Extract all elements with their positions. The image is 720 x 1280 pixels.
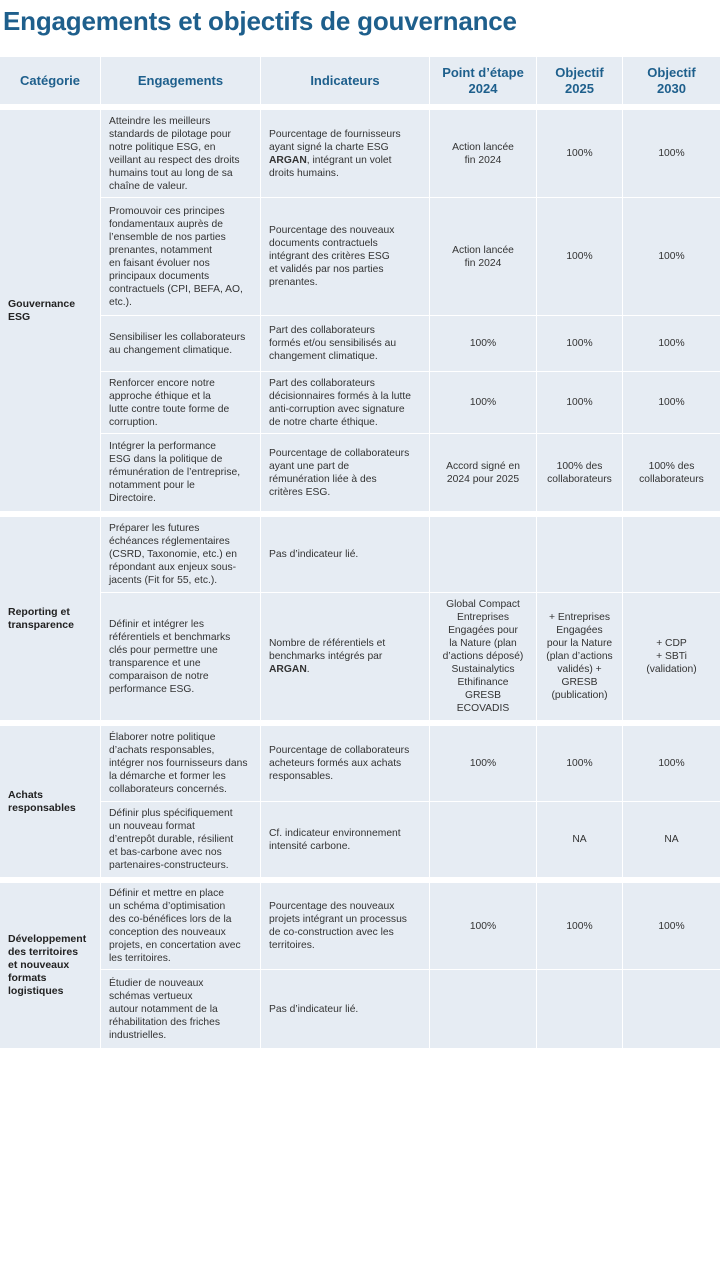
governance-table [0, 57, 720, 1048]
indicator-text [269, 637, 385, 676]
header-objectif-2025: Objectif 2025 [537, 57, 623, 104]
indicator-text [269, 900, 407, 952]
objectif-2025-cell: 100% [537, 198, 623, 315]
point-etape-2024-cell: 100% [430, 883, 537, 969]
header-engagements: Engagements [101, 57, 261, 104]
engagement-cell: Promouvoir ces principes fondamentaux auprès de l’ensemble de nos parties prenantes, notamment en faisant évoluer nos principaux documents contractuels (CPI, BEFA, AO, etc.). [101, 198, 261, 315]
engagement-cell: Intégrer la performance ESG dans la politique de rémunération de l’entreprise, notamment pour le Directoire. [101, 434, 261, 511]
point-etape-2024-cell: Action lancée fin 2024 [430, 110, 537, 197]
point-etape-2024-cell: 100% [430, 316, 537, 371]
objectif-2025-cell: NA [537, 802, 623, 877]
table-row [101, 110, 720, 198]
table-row [101, 316, 720, 372]
engagement-cell: Élaborer notre politique d’achats responsables, intégrer nos fournisseurs dans la démarche et former les collaborateurs concernés. [101, 726, 261, 801]
objectif-2030-cell [623, 970, 720, 1048]
category-cell: Gouvernance ESG [0, 110, 101, 511]
table-row [101, 883, 720, 970]
objectif-2030-cell: 100% [658, 338, 685, 349]
indicator-text [269, 447, 409, 499]
header-indicateurs: Indicateurs [261, 57, 430, 104]
indicator-text [269, 224, 394, 289]
indicator-bold-part: ARGAN [269, 154, 307, 166]
header-point-etape-2024: Point d’étape 2024 [430, 57, 537, 104]
category-rows [101, 726, 720, 877]
table-row [101, 970, 720, 1048]
indicator-cell [261, 316, 430, 371]
indicator-cell [261, 593, 430, 720]
category-cell: Développement des territoires et nouveaux formats logistiques [0, 883, 101, 1048]
table-body [0, 104, 720, 1048]
point-etape-2024-cell: Action lancée fin 2024 [430, 198, 537, 315]
indicator-cell [261, 110, 430, 197]
indicator-cell [261, 883, 430, 969]
objectif-2030-cell: NA [664, 834, 679, 845]
indicator-bold-part: ARGAN [269, 664, 307, 675]
table-row [101, 372, 720, 434]
point-etape-2024-cell: Accord signé en 2024 pour 2025 [430, 434, 537, 511]
indicator-text [269, 744, 409, 783]
indicator-cell [261, 970, 430, 1048]
table-row [101, 198, 720, 316]
indicator-cell [261, 517, 430, 592]
engagement-cell: Atteindre les meilleurs standards de pilotage pour notre politique ESG, en veillant au respect des droits humains tout au long de sa chaîne de valeur. [101, 110, 261, 197]
objectif-2025-cell: 100% [537, 883, 623, 969]
engagement-cell: Renforcer encore notre approche éthique et la lutte contre toute forme de corruption. [101, 372, 261, 433]
indicator-cell [261, 726, 430, 801]
indicator-text-part: Part des collaborateurs décisionnaires formés à la lutte anti-corruption avec signature de notre charte éthique. [269, 377, 411, 428]
objectif-2025-cell [537, 517, 623, 592]
category-group [0, 726, 720, 877]
indicator-text-part: Pas d’indicateur lié. [269, 549, 359, 560]
indicator-text [269, 827, 401, 853]
table-row [101, 802, 720, 877]
table-row [101, 517, 720, 593]
engagement-cell: Étudier de nouveaux schémas vertueux autour notamment de la réhabilitation des friches industrielles. [101, 970, 261, 1048]
indicator-cell [261, 198, 430, 315]
indicator-text [269, 1003, 358, 1016]
category-group [0, 110, 720, 511]
objectif-2025-cell: 100% [537, 372, 623, 433]
objectif-2030-cell: 100% des collaborateurs [639, 460, 704, 485]
point-etape-2024-cell: 100% [430, 372, 537, 433]
indicator-text-part: Pas d’indicateur lié. [269, 1003, 359, 1015]
indicator-text-part: Cf. indicateur environnement intensité carbone. [269, 827, 401, 852]
header-objectif-2030: Objectif 2030 [647, 64, 696, 96]
indicator-cell [261, 434, 430, 511]
engagement-cell: Préparer les futures échéances réglementaires (CSRD, Taxonomie, etc.) en répondant aux enjeux sous- jacents (Fit for 55, etc.). [101, 517, 261, 592]
category-rows [101, 110, 720, 511]
point-etape-2024-cell [430, 802, 537, 877]
category-cell: Achats responsables [0, 726, 101, 877]
category-rows [101, 883, 720, 1048]
indicator-text-part: Pourcentage de collaborateurs acheteurs formés aux achats responsables. [269, 745, 410, 782]
objectif-2030-cell: + CDP + SBTi (validation) [646, 638, 697, 675]
category-group [0, 883, 720, 1048]
objectif-2030-cell: 100% [658, 920, 685, 932]
objectif-2030-cell: 100% [658, 251, 685, 262]
page-title: Engagements et objectifs de gouvernance [3, 6, 517, 36]
category-rows [101, 517, 720, 720]
indicator-cell [261, 372, 430, 433]
point-etape-2024-cell [430, 970, 537, 1048]
indicator-text [269, 324, 396, 363]
engagement-cell: Définir et intégrer les référentiels et benchmarks clés pour permettre une transparence et une comparaison de notre performance ESG. [101, 593, 261, 720]
point-etape-2024-cell: Global Compact Entreprises Engagées pour la Nature (plan d’actions déposé) Sustainalytics Ethifinance GRESB ECOVADIS [430, 593, 537, 720]
indicator-text-part: Pourcentage des nouveaux projets intégrant un processus de co-construction avec les territoires. [269, 901, 407, 951]
indicator-text [269, 128, 401, 180]
table-row [101, 434, 720, 511]
objectif-2025-cell: 100% [537, 316, 623, 371]
indicator-text [269, 548, 358, 561]
indicator-text-part: Pourcentage des nouveaux documents contractuels intégrant des critères ESG et validés par nos parties prenantes. [269, 225, 395, 288]
objectif-2030-cell [623, 517, 720, 592]
table-header [0, 57, 720, 104]
table-row [101, 593, 720, 720]
indicator-text-part: Nombre de référentiels et benchmarks intégrés par [269, 638, 386, 662]
objectif-2025-cell: 100% des collaborateurs [537, 434, 623, 511]
indicator-text-part: Pourcentage de collaborateurs ayant une part de rémunération liée à des critères ESG. [269, 447, 410, 498]
category-cell: Reporting et transparence [0, 517, 101, 720]
indicator-text-part: , intégrant un volet droits humains. [269, 154, 392, 179]
indicator-cell [261, 802, 430, 877]
engagement-cell: Définir plus spécifiquement un nouveau format d’entrepôt durable, résilient et bas-carbone avec nos partenaires-constructeurs. [101, 802, 261, 877]
objectif-2025-cell: 100% [537, 110, 623, 197]
indicator-text [269, 377, 411, 429]
objectif-2025-cell [537, 970, 623, 1048]
objectif-2025-cell: 100% [537, 726, 623, 801]
indicator-text-part: Pourcentage de fournisseurs ayant signé la charte ESG [269, 128, 401, 153]
objectif-2025-cell: + Entreprises Engagées pour la Nature (plan d’actions validés) + GRESB (publication) [537, 593, 623, 720]
category-group [0, 517, 720, 720]
point-etape-2024-cell [430, 517, 537, 592]
indicator-text-part: . [306, 664, 310, 675]
objectif-2030-cell: 100% [658, 758, 685, 769]
table-row [101, 726, 720, 802]
indicator-text-part: Part des collaborateurs formés et/ou sensibilisés au changement climatique. [269, 325, 397, 362]
engagement-cell: Sensibiliser les collaborateurs au changement climatique. [101, 316, 261, 371]
header-categorie: Catégorie [0, 57, 101, 104]
objectif-2030-cell: 100% [658, 148, 685, 159]
point-etape-2024-cell: 100% [430, 726, 537, 801]
engagement-cell: Définir et mettre en place un schéma d’optimisation des co-bénéfices lors de la conception des nouveaux projets, en concertation avec les territoires. [101, 883, 261, 969]
objectif-2030-cell: 100% [658, 397, 685, 408]
